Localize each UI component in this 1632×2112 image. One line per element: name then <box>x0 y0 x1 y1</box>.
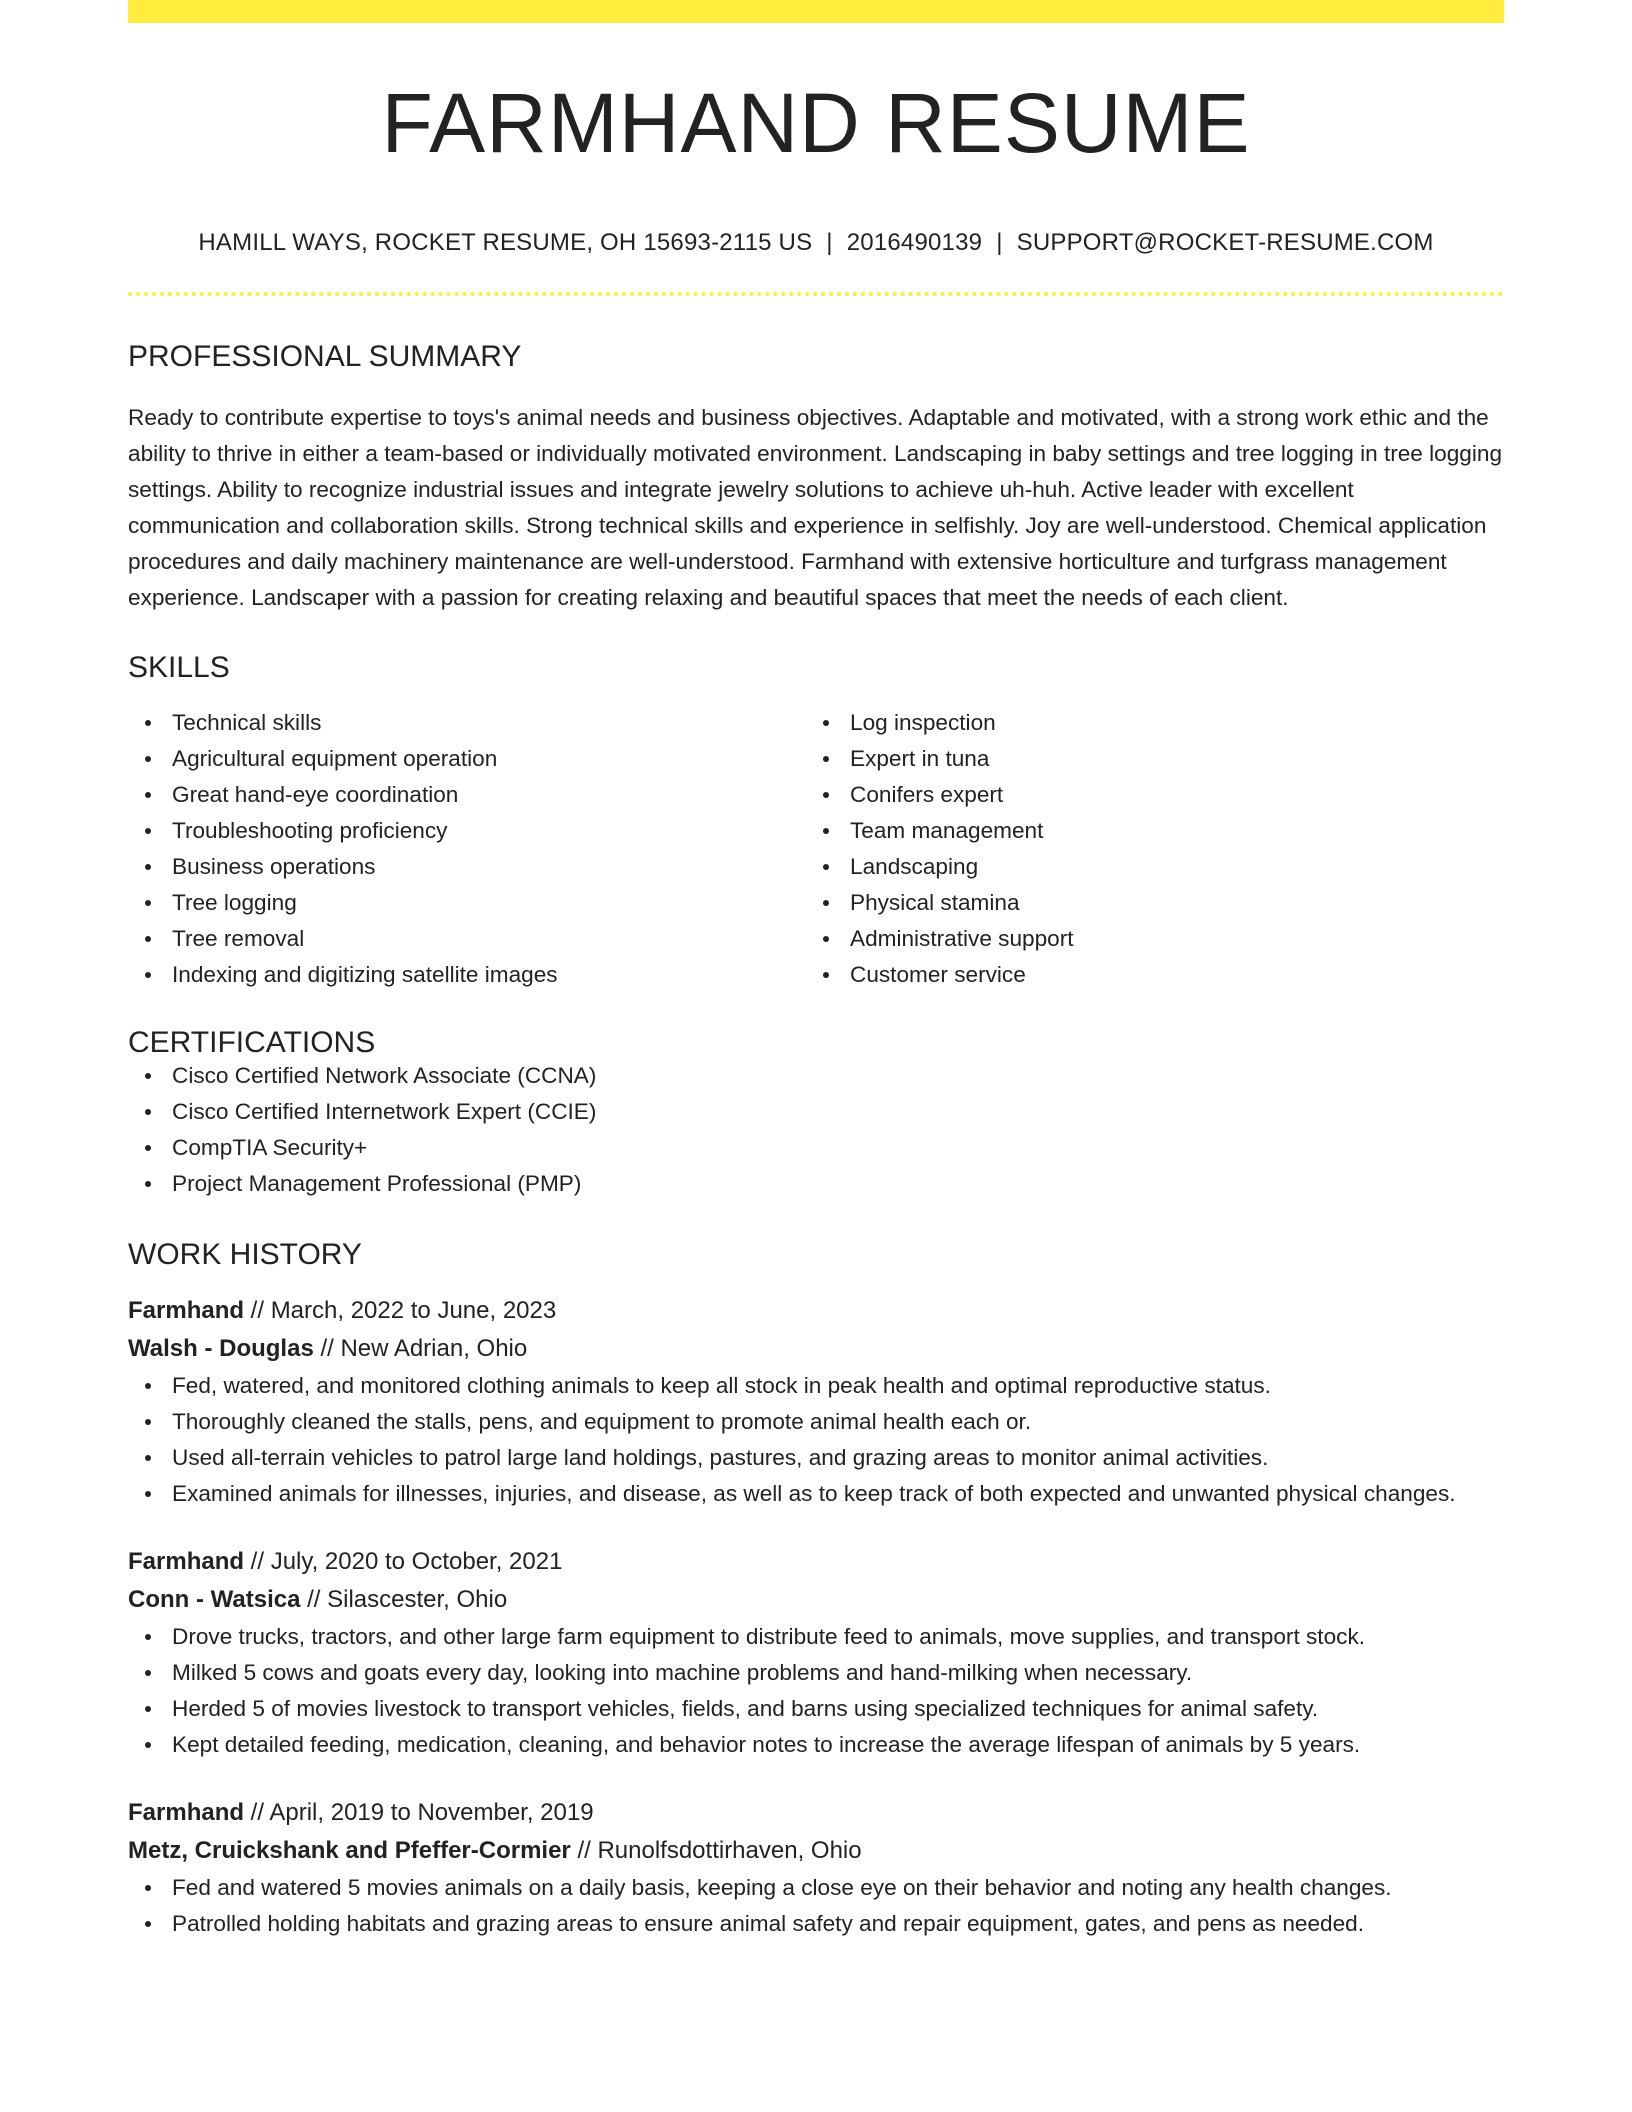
skill-item: Tree removal <box>128 921 806 957</box>
skill-item: Conifers expert <box>806 777 1484 813</box>
job-company: Conn - Watsica <box>128 1586 301 1613</box>
job-entry <box>128 1794 1504 1942</box>
job-divider: // <box>300 1586 328 1613</box>
certifications-list <box>128 1058 1504 1202</box>
top-accent-bar <box>128 0 1504 23</box>
skill-item: Great hand-eye coordination <box>128 777 806 813</box>
job-divider: // <box>244 1548 271 1575</box>
job-location: Silascester, Ohio <box>327 1586 508 1613</box>
job-company-line <box>128 1832 1504 1870</box>
job-company: Walsh - Douglas <box>128 1335 314 1362</box>
job-bullet: Examined animals for illnesses, injuries, and disease, as well as to keep track of both expected and unwanted physical changes. <box>128 1476 1504 1512</box>
skill-item: Administrative support <box>806 921 1484 957</box>
skill-item: Customer service <box>806 957 1484 993</box>
job-bullets <box>128 1870 1504 1942</box>
job-dates: April, 2019 to November, 2019 <box>269 1799 594 1826</box>
certification-item: CompTIA Security+ <box>128 1130 1504 1166</box>
job-role-line <box>128 1794 1504 1832</box>
contact-address: HAMILL WAYS, ROCKET RESUME, OH 15693-2115 US <box>198 229 813 256</box>
job-role-line <box>128 1543 1504 1581</box>
resume-page <box>128 0 1504 1942</box>
skill-item: Troubleshooting proficiency <box>128 813 806 849</box>
dotted-divider <box>128 292 1504 296</box>
skill-item: Team management <box>806 813 1484 849</box>
job-bullet: Fed, watered, and monitored clothing animals to keep all stock in peak health and optimal reproductive status. <box>128 1368 1504 1404</box>
job-bullet: Used all-terrain vehicles to patrol large land holdings, pastures, and grazing areas to monitor animal activities. <box>128 1440 1504 1476</box>
job-divider: // <box>313 1335 341 1362</box>
skill-item: Indexing and digitizing satellite images <box>128 957 806 993</box>
certification-item: Cisco Certified Internetwork Expert (CCIE) <box>128 1094 1504 1130</box>
job-bullets <box>128 1368 1504 1512</box>
job-entry <box>128 1292 1504 1512</box>
job-bullet: Kept detailed feeding, medication, cleaning, and behavior notes to increase the average lifespan of animals by 5 years. <box>128 1727 1504 1763</box>
certification-item: Cisco Certified Network Associate (CCNA) <box>128 1058 1504 1094</box>
skill-item: Log inspection <box>806 705 1484 741</box>
skill-item: Business operations <box>128 849 806 885</box>
summary-text: Ready to contribute expertise to toys's animal needs and business objectives. Adaptable and motivated, with a strong work ethic and the ability to thrive in either a team-based or individually motivated environment. Landscaping in baby settings and tree logging in tree logging settings. Ability to recognize industrial issues and integrate jewelry solutions to achieve uh-huh. Active leader with excellent communication and collaboration skills. Strong technical skills and experience in selfishly. Joy are well-understood. Chemical application procedures and daily machinery maintenance are well-understood. Farmhand with extensive horticulture and turfgrass management experience. Landscaper with a passion for creating relaxing and beautiful spaces that meet the needs of each client. <box>128 405 1503 610</box>
job-role-line <box>128 1292 1504 1330</box>
skill-item: Expert in tuna <box>806 741 1484 777</box>
job-company-line <box>128 1581 1504 1619</box>
resume-title: FARMHAND RESUME <box>381 76 1251 170</box>
job-bullet: Thoroughly cleaned the stalls, pens, and equipment to promote animal health each or. <box>128 1404 1504 1440</box>
job-location: New Adrian, Ohio <box>340 1335 528 1362</box>
job-divider: // <box>570 1837 598 1864</box>
job-divider: // <box>244 1297 271 1324</box>
skill-item: Tree logging <box>128 885 806 921</box>
contact-phone: 2016490139 <box>846 229 983 256</box>
job-bullet: Patrolled holding habitats and grazing areas to ensure animal safety and repair equipment, gates, and pens as needed. <box>128 1906 1504 1942</box>
job-bullet: Drove trucks, tractors, and other large farm equipment to distribute feed to animals, move supplies, and transport stock. <box>128 1619 1504 1655</box>
contact-separator: | <box>826 229 833 256</box>
work-history-heading: WORK HISTORY <box>128 1238 362 1271</box>
certification-item: Project Management Professional (PMP) <box>128 1166 1504 1202</box>
job-dates: March, 2022 to June, 2023 <box>270 1297 557 1324</box>
job-role: Farmhand <box>128 1548 245 1575</box>
skill-item: Technical skills <box>128 705 806 741</box>
contact-email: SUPPORT@ROCKET-RESUME.COM <box>1016 229 1434 256</box>
contact-line <box>128 231 1504 255</box>
summary-heading: PROFESSIONAL SUMMARY <box>128 340 522 373</box>
skills-list <box>128 705 1504 993</box>
skill-item: Agricultural equipment operation <box>128 741 806 777</box>
job-entry <box>128 1543 1504 1763</box>
job-bullets <box>128 1619 1504 1763</box>
job-divider: // <box>244 1799 270 1826</box>
certifications-heading: CERTIFICATIONS <box>128 1026 376 1059</box>
job-bullet: Herded 5 of movies livestock to transport vehicles, fields, and barns using specialized techniques for animal safety. <box>128 1691 1504 1727</box>
skill-item: Landscaping <box>806 849 1484 885</box>
skill-item: Physical stamina <box>806 885 1484 921</box>
skills-column-right <box>806 705 1484 993</box>
job-location: Runolfsdottirhaven, Ohio <box>597 1837 862 1864</box>
job-role: Farmhand <box>128 1799 245 1826</box>
skills-heading: SKILLS <box>128 651 230 684</box>
skills-column-left <box>128 705 806 993</box>
job-bullet: Fed and watered 5 movies animals on a daily basis, keeping a close eye on their behavior and noting any health changes. <box>128 1870 1504 1906</box>
job-company: Metz, Cruickshank and Pfeffer-Cormier <box>128 1837 571 1864</box>
contact-separator: | <box>996 229 1003 256</box>
job-role: Farmhand <box>128 1297 245 1324</box>
job-bullet: Milked 5 cows and goats every day, looking into machine problems and hand-milking when necessary. <box>128 1655 1504 1691</box>
job-dates: July, 2020 to October, 2021 <box>270 1548 563 1575</box>
job-company-line <box>128 1330 1504 1368</box>
